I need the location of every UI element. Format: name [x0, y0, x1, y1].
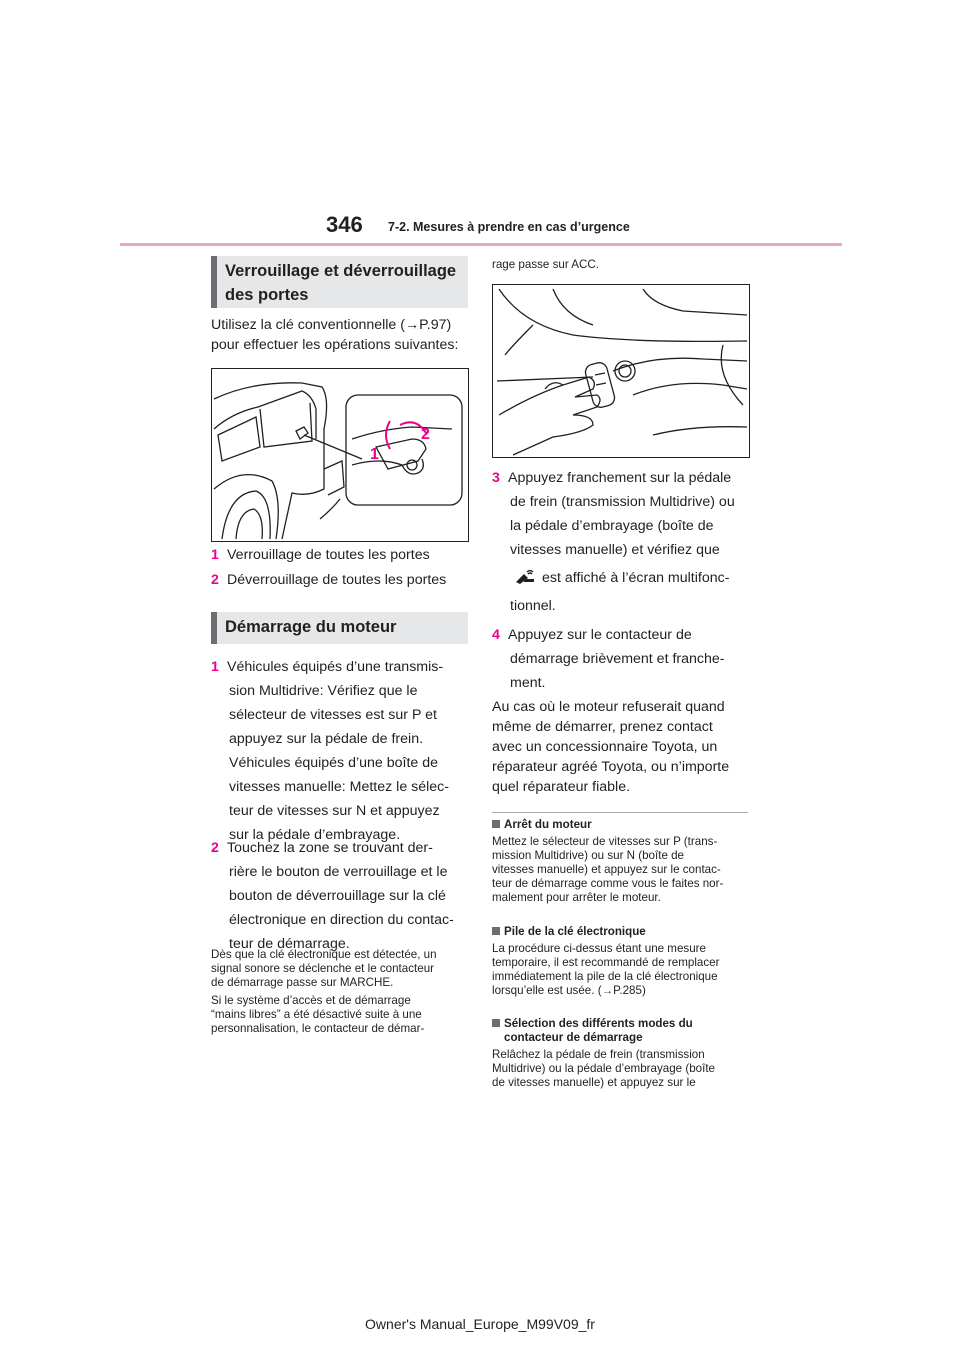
header-rule [120, 243, 842, 246]
intro-text: Utilisez la clé conventionnelle (→P.97) pour effectuer les opérations suivantes: [211, 317, 459, 353]
list-num: 1 [211, 547, 219, 563]
step-line: appuyez sur la pédale de frein. [229, 731, 424, 747]
subsection-title: Pile de la clé électronique [504, 925, 646, 938]
subsection-line: Mettez le sélecteur de vitesses sur P (trans- [492, 835, 718, 848]
note-line: Si le système d’accès et de démarrage [211, 994, 411, 1007]
subsection-key-battery [492, 925, 762, 998]
list-item [211, 568, 473, 592]
step-line: Appuyez sur le contacteur de [508, 627, 692, 643]
step-line: sélecteur de vitesses est sur P et [229, 707, 437, 723]
square-bullet-icon [492, 820, 500, 828]
list-text: Verrouillage de toutes les portes [227, 547, 430, 563]
step-line: Véhicules équipés d’une transmis- [227, 659, 444, 675]
square-bullet-icon [492, 927, 500, 935]
callout-2: 2 [421, 426, 430, 443]
heading-start-engine [211, 612, 468, 644]
subsection-switch-modes [492, 1017, 762, 1090]
para-line: avec un concessionnaire Toyota, un [492, 739, 718, 755]
subsection-line: mission Multidrive) ou sur N (boîte de [492, 849, 685, 862]
start-button-illustration [493, 285, 749, 457]
step-line: Appuyez franchement sur la pédale [508, 470, 732, 486]
step-line: teur de vitesses sur N et appuyez [229, 803, 440, 819]
step-line: teur de démarrage. [229, 936, 350, 952]
para-line: même de démarrer, prenez contact [492, 719, 713, 735]
section-title: 7-2. Mesures à prendre en cas d’urgence [388, 220, 630, 234]
divider [492, 812, 748, 813]
step-line: sur la pédale d’embrayage. [229, 827, 401, 843]
step-line: démarrage brièvement et franche- [510, 651, 725, 667]
subsection-line: de vitesses manuelle) et appuyez sur le [492, 1076, 696, 1089]
subsection-line: Relâchez la pédale de frein (transmission [492, 1048, 705, 1061]
step-line [492, 566, 762, 590]
subsection-title: Arrêt du moteur [504, 818, 592, 831]
step-line: ment. [510, 675, 546, 691]
step-line: électronique en direction du contac- [229, 912, 454, 928]
note-line: signal sonore se déclenche et le contacteur [211, 962, 434, 975]
step-2 [211, 836, 479, 956]
subsection-title: contacteur de démarrage [504, 1031, 643, 1044]
note-line: de démarrage passe sur MARCHE. [211, 976, 394, 989]
continued-line: rage passe sur ACC. [492, 258, 599, 271]
subsection-title: Sélection des différents modes du [504, 1017, 693, 1030]
callout-1: 1 [370, 446, 379, 463]
step-line: de frein (transmission Multidrive) ou [510, 494, 735, 510]
step-4 [492, 623, 762, 695]
step-line: rière le bouton de verrouillage et le [229, 864, 448, 880]
step-number: 2 [211, 840, 219, 856]
subsection-line: La procédure ci-dessus étant une mesure [492, 942, 706, 955]
step-line: bouton de déverrouillage sur la clé [229, 888, 446, 904]
fallback-paragraph [492, 697, 762, 797]
subsection-line: temporaire, il est recommandé de remplacer [492, 956, 720, 969]
car-door-figure [211, 368, 469, 542]
list-item [211, 543, 473, 567]
car-door-illustration [212, 369, 468, 541]
step-line: tionnel. [510, 598, 556, 614]
step-line: sion Multidrive: Vérifiez que le [229, 683, 418, 699]
subsection-line: Multidrive) ou la pédale d’embrayage (boîte [492, 1062, 715, 1075]
step-line: Touchez la zone se trouvant der- [227, 840, 433, 856]
step-1 [211, 655, 479, 847]
note-line: Dès que la clé électronique est détectée, un [211, 948, 437, 961]
square-bullet-icon [492, 1019, 500, 1027]
heading-locking-text: Verrouillage et déverrouillage des portes [225, 262, 457, 304]
para-line: réparateur agréé Toyota, ou n’importe [492, 759, 730, 775]
start-button-figure [492, 284, 750, 458]
step-number: 3 [492, 470, 500, 486]
step-line: la pédale d’embrayage (boîte de [510, 518, 714, 534]
list-num: 2 [211, 572, 219, 588]
step-3 [492, 466, 762, 618]
para-line: quel réparateur fiable. [492, 779, 631, 795]
step-line: vitesses manuelle: Mettez le sélec- [229, 779, 449, 795]
heading-locking [211, 256, 468, 308]
subsection-line: malement pour arrêter le moteur. [492, 891, 661, 904]
list-text: Déverrouillage de toutes les portes [227, 572, 447, 588]
note-line: “mains libres” a été désactivé suite à une [211, 1008, 422, 1021]
heading-start-engine-text: Démarrage du moteur [225, 618, 397, 636]
page-number: 346 [326, 212, 363, 237]
para-line: Au cas où le moteur refuserait quand [492, 699, 725, 715]
note-text [211, 948, 479, 1036]
step-line: vitesses manuelle) et vérifiez que [510, 542, 720, 558]
step-number: 4 [492, 627, 500, 643]
key-indicator-icon [514, 568, 536, 584]
subsection-engine-stop [492, 818, 762, 905]
note-line: personnalisation, le contacteur de démar- [211, 1022, 425, 1035]
step-line: Véhicules équipés d’une boîte de [229, 755, 439, 771]
subsection-line: lorsqu’elle est usée. (→P.285) [492, 984, 646, 997]
step-icon-text: est affiché à l’écran multifonc- [542, 570, 730, 586]
step-number: 1 [211, 659, 219, 675]
subsection-line: immédiatement la pile de la clé électronique [492, 970, 718, 983]
subsection-line: vitesses manuelle) et appuyez sur le contac- [492, 863, 721, 876]
footer-text: Owner's Manual_Europe_M99V09_fr [365, 1316, 595, 1332]
subsection-line: teur de démarrage comme vous le faites nor- [492, 877, 724, 890]
